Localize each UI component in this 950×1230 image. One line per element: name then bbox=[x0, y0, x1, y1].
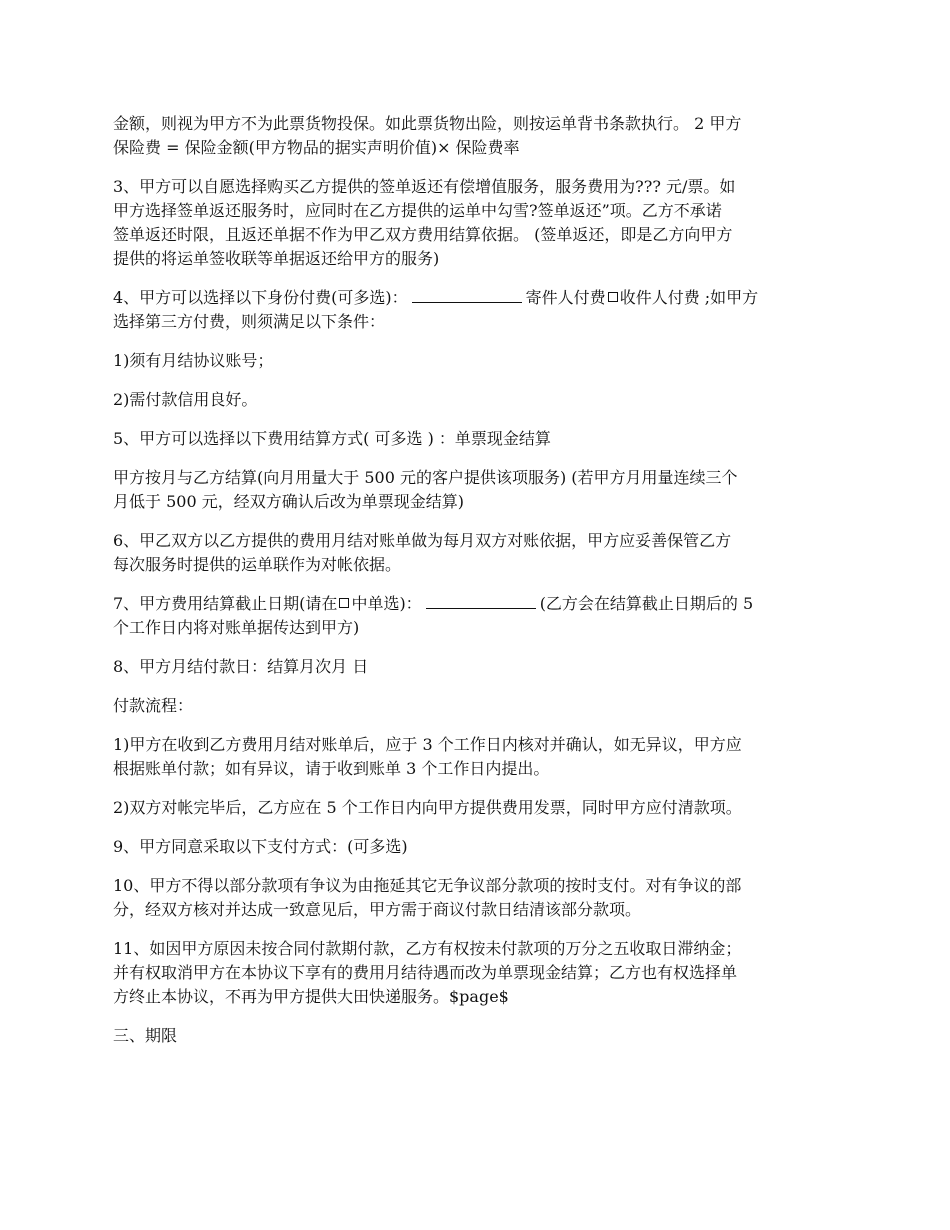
text-line: 1)甲方在收到乙方费用月结对账单后，应于 3 个工作日内核对并确认，如无异议，甲方应 bbox=[113, 735, 742, 754]
section-heading-term bbox=[113, 1024, 838, 1048]
paragraph-clause-7 bbox=[113, 592, 838, 640]
text-line: 6、甲乙双方以乙方提供的费用月结对账单做为每月双方对账依据，甲方应妥善保管乙方 bbox=[113, 531, 732, 550]
text-line: 8、甲方月结付款日：结算月次月 日 bbox=[113, 657, 369, 676]
paragraph-clause-10 bbox=[113, 874, 838, 922]
text-line: 每次服务时提供的运单联作为对帐依据。 bbox=[113, 555, 402, 574]
text-line: 金额，则视为甲方不为此票货物投保。如此票货物出险，则按运单背书条款执行。 2 甲方 bbox=[113, 114, 742, 133]
paragraph-clause-8 bbox=[113, 655, 838, 679]
paragraph-clause-11 bbox=[113, 937, 838, 1009]
paragraph-condition-1 bbox=[113, 349, 838, 373]
text-line: 甲方按月与乙方结算(向月用量大于 500 元的客户提供该项服务) (若甲方月用量连续三个 bbox=[113, 468, 738, 487]
text-line: 2)需付款信用良好。 bbox=[113, 390, 258, 409]
paragraph-condition-2 bbox=[113, 388, 838, 412]
document-page bbox=[113, 112, 838, 1063]
text-line: 甲方选择签单返还服务时，应同时在乙方提供的运单中勾雪?签单返还”项。乙方不承诺 bbox=[113, 201, 722, 220]
text-line: 5、甲方可以选择以下费用结算方式( 可多选 ) ：单票现金结算 bbox=[113, 429, 551, 448]
paragraph-clause-9 bbox=[113, 835, 838, 859]
text-line bbox=[113, 286, 838, 310]
text-line bbox=[113, 592, 838, 616]
text-line: 分，经双方核对并达成一致意见后，甲方需于商议付款日结清该部分款项。 bbox=[113, 900, 642, 919]
text-line: 并有权取消甲方在本协议下享有的费用月结待遇而改为单票现金结算；乙方也有权选择单 bbox=[113, 963, 738, 982]
paragraph-clause-3 bbox=[113, 175, 838, 271]
text-line: 根据账单付款；如有异议，请于收到账单 3 个工作日内提出。 bbox=[113, 759, 550, 778]
text-line: 1)须有月结协议账号； bbox=[113, 351, 274, 370]
text-line: 选择第三方付费，则须满足以下条件： bbox=[113, 312, 386, 331]
text-line: 保险费 = 保险金额(甲方物品的据实声明价值)× 保险费率 bbox=[113, 138, 520, 157]
text-line: 11、如因甲方原因未按合同付款期付款，乙方有权按未付款项的万分之五收取日滞纳金； bbox=[113, 939, 742, 958]
text-line: 月低于 500 元，经双方确认后改为单票现金结算) bbox=[113, 492, 464, 511]
paragraph-clause-5 bbox=[113, 427, 838, 451]
text-line: 签单返还时限，且返还单据不作为甲乙双方费用结算依据。 (签单返还，即是乙方向甲方 bbox=[113, 225, 733, 244]
text-line: 2)双方对帐完毕后，乙方应在 5 个工作日内向甲方提供费用发票，同时甲方应付清款项。 bbox=[113, 798, 742, 817]
fill-in-blank bbox=[426, 594, 536, 609]
text-line: 个工作日内将对账单据传达到甲方) bbox=[113, 618, 360, 637]
paragraph-process-step-1 bbox=[113, 733, 838, 781]
text-line: 方终止本协议，不再为甲方提供大田快递服务。$page$ bbox=[113, 987, 509, 1006]
text-line: 三、期限 bbox=[113, 1026, 178, 1045]
clause-7-note: (乙方会在结算截止日期后的 5 bbox=[539, 594, 754, 613]
receiver-pays-label: 收件人付费 ;如甲方 bbox=[619, 288, 759, 307]
paragraph-payment-process-heading bbox=[113, 694, 838, 718]
paragraph-process-step-2 bbox=[113, 796, 838, 820]
clause-7-text: 7、甲方费用结算截止日期(请在 bbox=[113, 594, 338, 613]
checkbox-icon bbox=[339, 598, 349, 608]
text-line: 10、甲方不得以部分款项有争议为由拖延其它无争议部分款项的按时支付。对有争议的部 bbox=[113, 876, 742, 895]
clause-7-text-cont: 中单选)： bbox=[351, 594, 422, 613]
fill-in-blank bbox=[412, 288, 522, 303]
clause-4-text: 4、甲方可以选择以下身份付费(可多选)： bbox=[113, 288, 408, 307]
paragraph-clause-4 bbox=[113, 286, 838, 334]
text-line: 3、甲方可以自愿选择购买乙方提供的签单返还有偿增值服务，服务费用为??? 元/票。如 bbox=[113, 177, 736, 196]
text-line: 提供的将运单签收联等单据返还给甲方的服务) bbox=[113, 249, 440, 268]
checkbox-icon bbox=[608, 292, 618, 302]
paragraph-monthly-settlement bbox=[113, 466, 838, 514]
text-line: 9、甲方同意采取以下支付方式：(可多选) bbox=[113, 837, 408, 856]
paragraph-insurance bbox=[113, 112, 838, 160]
sender-pays-label: 寄件人付费 bbox=[525, 288, 606, 307]
text-line: 付款流程： bbox=[113, 696, 194, 715]
paragraph-clause-6 bbox=[113, 529, 838, 577]
